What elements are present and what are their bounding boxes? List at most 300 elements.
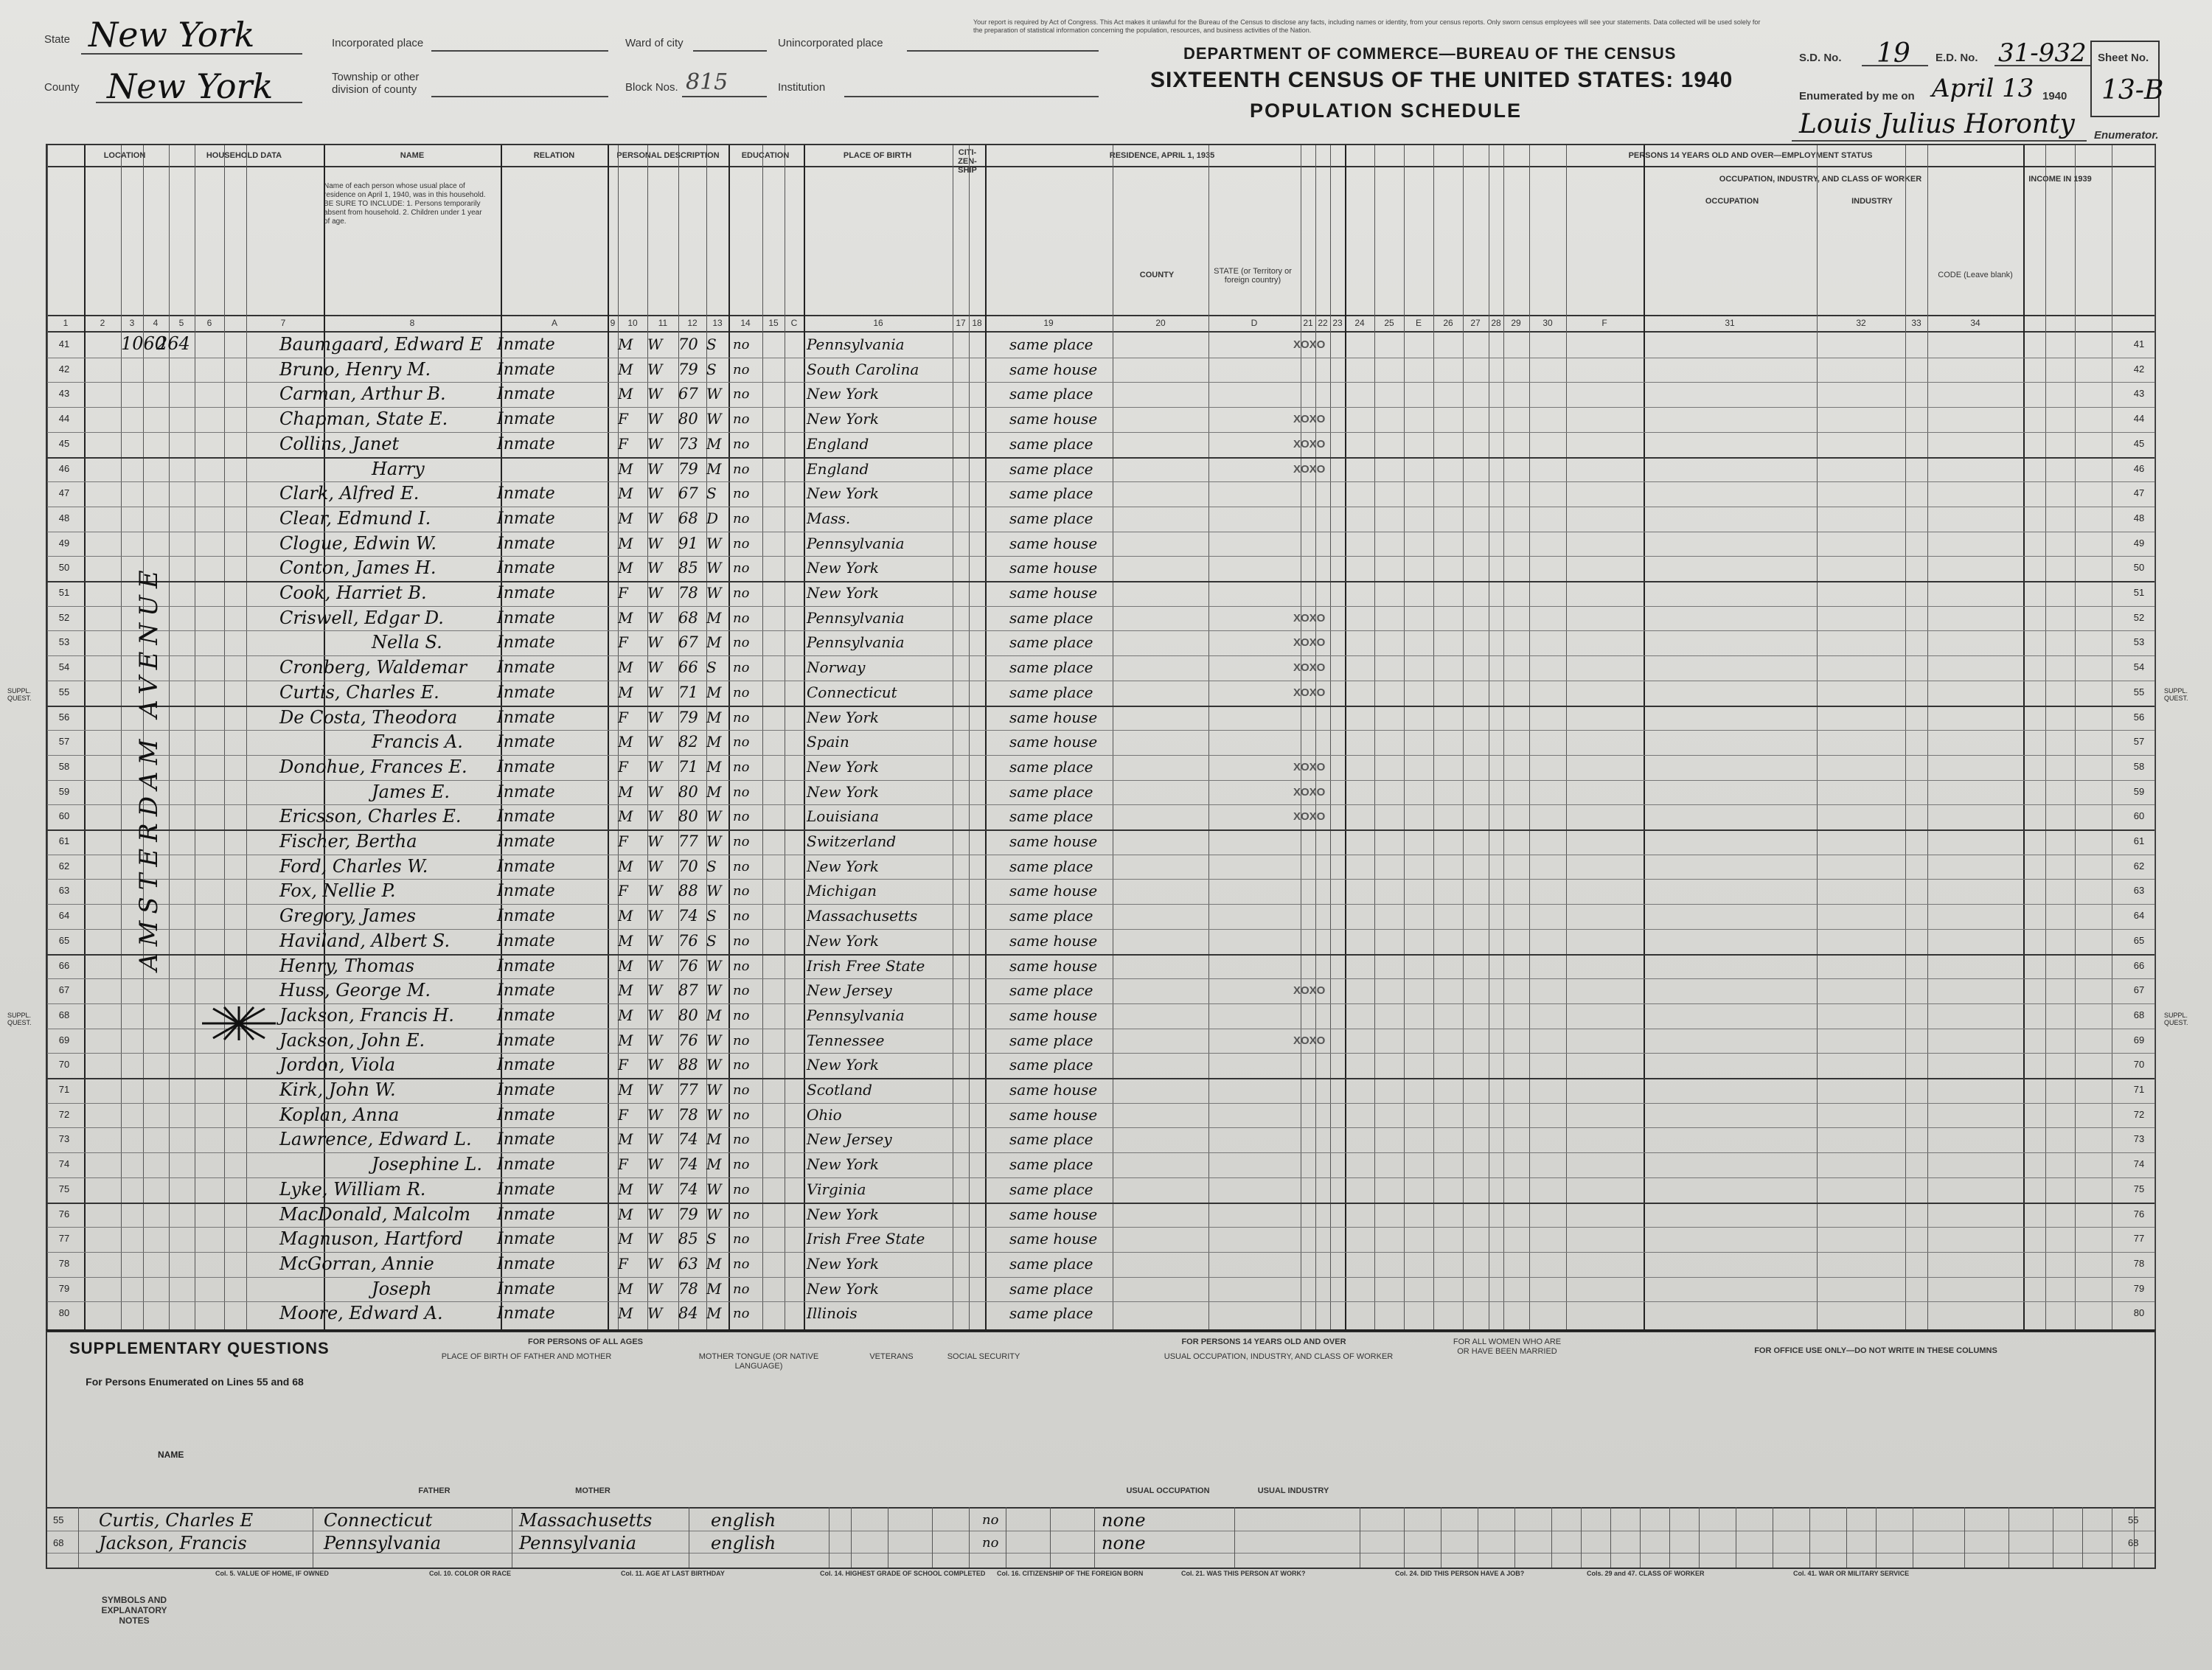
- supp-column-line: [1234, 1507, 1235, 1568]
- person-name: Chapman, State E.: [279, 408, 448, 430]
- birthplace: Pennsylvania: [807, 633, 905, 652]
- supp-column-line: [829, 1507, 830, 1568]
- race: W: [647, 733, 663, 751]
- sex: M: [618, 658, 633, 677]
- line-number: 58: [58, 760, 70, 772]
- age: 71: [678, 757, 698, 776]
- line-number: 47: [58, 487, 70, 499]
- supp-line-number-right: 55: [2128, 1514, 2139, 1525]
- line-number: 68: [58, 1009, 70, 1020]
- line-number: 73: [58, 1133, 70, 1145]
- table-row: [47, 581, 2154, 605]
- relation: Inmate: [497, 882, 555, 901]
- county-label: County: [44, 81, 80, 94]
- marital-status: S: [706, 857, 717, 875]
- street-name: AMSTERDAM AVENUE: [134, 563, 164, 971]
- school-attendance: no: [733, 1281, 750, 1297]
- sex: F: [618, 584, 628, 602]
- residence-1935: same place: [1009, 981, 1093, 1000]
- person-name: Ford, Charles W.: [279, 855, 428, 877]
- marital-status: M: [706, 608, 722, 627]
- line-number: 45: [2133, 437, 2145, 449]
- sex: M: [618, 1180, 633, 1198]
- sex: F: [618, 1056, 628, 1074]
- xoxo-mark: XOXO: [1293, 661, 1326, 675]
- table-row: [47, 879, 2154, 903]
- supp-father-birthplace: Connecticut: [324, 1510, 433, 1531]
- marital-status: M: [706, 1304, 722, 1323]
- person-name: Fox, Nellie P.: [279, 880, 396, 902]
- line-number: 42: [2133, 363, 2145, 375]
- race: W: [647, 608, 663, 627]
- supp-column-line: [1581, 1507, 1582, 1568]
- supp-women-header: FOR ALL WOMEN WHO ARE OR HAVE BEEN MARRIED: [1453, 1337, 1562, 1356]
- column-number: D: [1251, 318, 1258, 328]
- line-number: 66: [58, 959, 70, 971]
- visitation-number: 264: [156, 333, 190, 354]
- birthplace: Ohio: [807, 1105, 842, 1124]
- relation: Inmate: [497, 733, 555, 752]
- line-number: 65: [2133, 934, 2145, 946]
- ward-label: Ward of city: [625, 37, 684, 49]
- school-attendance: no: [733, 1107, 750, 1123]
- residence-1935: same house: [1009, 534, 1098, 552]
- school-attendance: no: [733, 1082, 750, 1098]
- line-number: 53: [58, 636, 70, 648]
- supp-mother-birthplace: Pennsylvania: [519, 1533, 637, 1554]
- enumerated-date: April 13: [1932, 74, 2034, 103]
- person-name: Kirk, John W.: [279, 1079, 396, 1100]
- relation: Inmate: [497, 1081, 555, 1099]
- age: 91: [678, 534, 698, 552]
- person-name: Fischer, Bertha: [279, 831, 417, 852]
- line-number: 64: [2133, 910, 2145, 922]
- birthplace: South Carolina: [807, 360, 919, 378]
- age: 68: [678, 608, 698, 627]
- xoxo-mark: XOXO: [1293, 437, 1326, 450]
- marital-status: S: [706, 931, 717, 950]
- residence-1935: same place: [1009, 459, 1093, 478]
- residence-1935: same place: [1009, 1155, 1093, 1174]
- sex: M: [618, 335, 633, 353]
- marital-status: W: [706, 584, 722, 602]
- person-name: McGorran, Annie: [279, 1253, 434, 1274]
- race: W: [647, 1056, 663, 1074]
- age: 70: [678, 857, 698, 875]
- marital-status: W: [706, 1081, 722, 1099]
- line-number: 71: [58, 1084, 70, 1095]
- line-number: 70: [58, 1059, 70, 1071]
- table-row: [47, 978, 2154, 1003]
- person-name: James E.: [372, 781, 450, 802]
- relation: Inmate: [497, 1180, 555, 1199]
- table-row: [47, 382, 2154, 406]
- line-number: 65: [58, 934, 70, 946]
- table-row: [47, 358, 2154, 382]
- race: W: [647, 1230, 663, 1248]
- sex: M: [618, 534, 633, 552]
- marital-status: S: [706, 658, 717, 677]
- residence-1935: same place: [1009, 509, 1093, 527]
- line-number: 52: [58, 611, 70, 623]
- person-name: Criswell, Edgar D.: [279, 607, 444, 628]
- table-row: [47, 1277, 2154, 1301]
- line-number: 72: [58, 1108, 70, 1120]
- birthplace: Scotland: [807, 1081, 872, 1099]
- supp-column-line: [1610, 1507, 1611, 1568]
- line-number: 69: [58, 1034, 70, 1046]
- birthplace: New Jersey: [807, 1130, 892, 1149]
- marital-status: M: [706, 1006, 722, 1024]
- person-name: Clark, Alfred E.: [279, 483, 420, 504]
- race: W: [647, 434, 663, 453]
- enumerator-label: Enumerator.: [2094, 129, 2159, 142]
- marital-status: S: [706, 1230, 717, 1248]
- age: 66: [678, 658, 698, 677]
- person-name: Collins, Janet: [279, 433, 400, 454]
- column-number: 17: [956, 318, 966, 328]
- school-attendance: no: [733, 660, 750, 676]
- table-row: [47, 755, 2154, 779]
- age: 74: [678, 1130, 698, 1149]
- block-label: Block Nos.: [625, 81, 678, 94]
- school-attendance: no: [733, 1181, 750, 1197]
- age: 79: [678, 1205, 698, 1223]
- residence-1935: same place: [1009, 434, 1093, 453]
- person-name: Curtis, Charles E.: [279, 681, 439, 703]
- name-instructions: Name of each person whose usual place of residence on April 1, 1940, was in this household. BE SURE TO INCLUDE: 1. Persons temporarily absent from household. 2. Children under 1 year of age.: [324, 182, 486, 226]
- supp-usual-occupation: none: [1102, 1533, 1146, 1554]
- person-name: Jordon, Viola: [279, 1054, 396, 1076]
- column-number: 14: [740, 318, 751, 328]
- column-number: 21: [1303, 318, 1313, 328]
- supp-mother-tongue: english: [711, 1510, 776, 1531]
- sd-label: S.D. No.: [1799, 52, 1842, 64]
- age: 77: [678, 1081, 698, 1099]
- person-name: Cronberg, Waldemar: [279, 657, 467, 678]
- col-county: COUNTY: [1139, 271, 1175, 279]
- marital-status: M: [706, 434, 722, 453]
- school-attendance: no: [733, 337, 750, 352]
- age: 74: [678, 1155, 698, 1174]
- line-number: 76: [2133, 1208, 2145, 1220]
- residence-1935: same place: [1009, 683, 1093, 701]
- relation: Inmate: [497, 931, 555, 950]
- table-row: [47, 1103, 2154, 1127]
- legal-notice: Your report is required by Act of Congress. This Act makes it unlawful for the Bureau of the Census to disclose any facts, including names or identity, from your census reports. Only sworn census employees will see your statements. Data collected will be used solely for the preparation of statistical information concerning the population, resources, and business activities of the Nation.: [973, 18, 1761, 34]
- column-number: 24: [1354, 318, 1365, 328]
- residence-1935: same house: [1009, 559, 1098, 577]
- supp-column-line: [851, 1507, 852, 1568]
- relation: Inmate: [497, 658, 555, 678]
- marital-status: W: [706, 1031, 722, 1049]
- table-row: [47, 706, 2154, 730]
- marital-status: M: [706, 1254, 722, 1273]
- sex: M: [618, 1006, 633, 1024]
- relation: Inmate: [497, 907, 555, 926]
- sex: M: [618, 733, 633, 751]
- race: W: [647, 931, 663, 950]
- birthplace: Pennsylvania: [807, 1006, 905, 1024]
- county-value: New York: [107, 66, 274, 106]
- unincorporated-place-label: Unincorporated place: [778, 37, 883, 49]
- race: W: [647, 1105, 663, 1124]
- group-employment: PERSONS 14 YEARS OLD AND OVER—EMPLOYMENT STATUS: [1628, 151, 1873, 160]
- person-name: Josephine L.: [372, 1154, 482, 1175]
- residence-1935: same place: [1009, 1279, 1093, 1298]
- supp-ss-header: SOCIAL SECURITY: [947, 1352, 1020, 1361]
- line-number: 45: [58, 437, 70, 449]
- line-number: 77: [2133, 1233, 2145, 1245]
- relation: Inmate: [497, 1130, 555, 1149]
- table-row: [47, 532, 2154, 556]
- race: W: [647, 509, 663, 527]
- column-number: E: [1415, 318, 1422, 328]
- supp-column-line: [1404, 1507, 1405, 1568]
- relation: Inmate: [497, 559, 555, 578]
- table-row: [47, 655, 2154, 680]
- relation: Inmate: [497, 360, 555, 379]
- supp-column-line: [932, 1507, 933, 1568]
- institution-label: Institution: [778, 81, 826, 94]
- sd-value: 19: [1877, 38, 1910, 69]
- school-attendance: no: [733, 411, 750, 428]
- school-attendance: no: [733, 1306, 750, 1322]
- race: W: [647, 459, 663, 478]
- column-number: 23: [1332, 318, 1343, 328]
- residence-1935: same house: [1009, 1105, 1098, 1124]
- xoxo-mark: XOXO: [1293, 413, 1326, 426]
- supp-subtitle: For Persons Enumerated on Lines 55 and 68: [86, 1376, 304, 1388]
- person-name: MacDonald, Malcolm: [279, 1203, 470, 1225]
- race: W: [647, 1254, 663, 1273]
- table-row: [47, 1053, 2154, 1077]
- column-number: 32: [1856, 318, 1866, 328]
- line-number: 75: [2133, 1183, 2145, 1194]
- school-attendance: no: [733, 759, 750, 775]
- sex: M: [618, 1031, 633, 1049]
- school-attendance: no: [733, 734, 750, 751]
- line-number: 59: [2133, 785, 2145, 797]
- footer-note-heading: Col. 14. HIGHEST GRADE OF SCHOOL COMPLETED: [820, 1570, 986, 1577]
- column-number: 5: [178, 318, 184, 328]
- line-number: 78: [58, 1257, 70, 1269]
- col-code: CODE (Leave blank): [1938, 271, 2013, 279]
- line-number: 72: [2133, 1108, 2145, 1120]
- column-number: 26: [1443, 318, 1453, 328]
- xoxo-mark: XOXO: [1293, 785, 1326, 799]
- column-number: 10: [627, 318, 638, 328]
- school-attendance: no: [733, 386, 750, 403]
- sex: M: [618, 360, 633, 378]
- supp-mother-tongue: english: [711, 1533, 776, 1554]
- relation: Inmate: [497, 981, 555, 1001]
- age: 68: [678, 509, 698, 527]
- person-name: Lyke, William R.: [279, 1178, 426, 1200]
- birthplace: Irish Free State: [807, 1230, 925, 1248]
- asterisk-mark-icon: [198, 1005, 279, 1042]
- xoxo-mark: XOXO: [1293, 338, 1326, 351]
- supp-14-header: FOR PERSONS 14 YEARS OLD AND OVER: [1181, 1337, 1346, 1346]
- race: W: [647, 981, 663, 1000]
- line-number: 49: [58, 537, 70, 549]
- school-attendance: no: [733, 709, 750, 726]
- sex: M: [618, 782, 633, 801]
- school-attendance: no: [733, 361, 750, 378]
- xoxo-mark: XOXO: [1293, 636, 1326, 650]
- group-occupation: OCCUPATION, INDUSTRY, AND CLASS OF WORKER: [1719, 175, 1922, 184]
- table-row: [47, 333, 2154, 357]
- line-number: 61: [2133, 835, 2145, 846]
- table-row: [47, 407, 2154, 431]
- relation: Inmate: [497, 608, 555, 627]
- supp-column-line: [1964, 1507, 1965, 1568]
- school-attendance: no: [733, 486, 750, 502]
- table-row: [47, 1003, 2154, 1028]
- line-number: 41: [2133, 338, 2145, 349]
- birthplace: New York: [807, 782, 879, 801]
- birthplace: New York: [807, 385, 879, 403]
- column-number: 25: [1384, 318, 1394, 328]
- supp-father-birthplace: Pennsylvania: [324, 1533, 442, 1554]
- column-number: 30: [1543, 318, 1553, 328]
- residence-1935: same house: [1009, 360, 1098, 378]
- residence-1935: same house: [1009, 410, 1098, 428]
- footer-note-heading: Col. 24. DID THIS PERSON HAVE A JOB?: [1395, 1570, 1525, 1577]
- line-number: 56: [58, 711, 70, 723]
- table-row: [47, 1301, 2154, 1326]
- residence-1935: same house: [1009, 1205, 1098, 1223]
- xoxo-mark: XOXO: [1293, 810, 1326, 824]
- column-number: 16: [873, 318, 883, 328]
- relation: Inmate: [497, 1006, 555, 1025]
- relation: Inmate: [497, 1279, 555, 1298]
- footer-note-heading: Col. 21. WAS THIS PERSON AT WORK?: [1181, 1570, 1306, 1577]
- person-name: Harry: [372, 458, 425, 479]
- relation: Inmate: [497, 1031, 555, 1050]
- marital-status: W: [706, 956, 722, 975]
- sex: M: [618, 931, 633, 950]
- line-number: 67: [2133, 984, 2145, 996]
- line-number: 69: [2133, 1034, 2145, 1046]
- age: 70: [678, 335, 698, 353]
- xoxo-mark: XOXO: [1293, 1034, 1326, 1047]
- ed-value: 31-932: [1998, 38, 2087, 68]
- footer-note-heading: Col. 11. AGE AT LAST BIRTHDAY: [621, 1570, 725, 1577]
- supplementary-questions: [46, 1329, 2156, 1569]
- birthplace: New York: [807, 757, 879, 776]
- race: W: [647, 385, 663, 403]
- person-name: Koplan, Anna: [279, 1104, 400, 1125]
- group-birthplace: PLACE OF BIRTH: [843, 151, 912, 160]
- age: 85: [678, 1230, 698, 1248]
- footer-note-heading: Col. 16. CITIZENSHIP OF THE FOREIGN BORN: [997, 1570, 1144, 1577]
- supp-office-header: FOR OFFICE USE ONLY—DO NOT WRITE IN THESE COLUMNS: [1754, 1346, 1997, 1355]
- line-number: 55: [2133, 686, 2145, 697]
- age: 88: [678, 882, 698, 900]
- relation: Inmate: [497, 782, 555, 801]
- sex: F: [618, 1155, 628, 1174]
- supp-social-security: no: [982, 1535, 999, 1551]
- school-attendance: no: [733, 809, 750, 825]
- race: W: [647, 757, 663, 776]
- supp-line-number: 68: [53, 1537, 64, 1548]
- person-name: Joseph: [372, 1278, 432, 1299]
- age: 85: [678, 559, 698, 577]
- residence-1935: same place: [1009, 807, 1093, 826]
- age: 74: [678, 907, 698, 925]
- relation: Inmate: [497, 1105, 555, 1124]
- relation: Inmate: [497, 857, 555, 876]
- line-number: 68: [2133, 1009, 2145, 1020]
- supp-person-name: Curtis, Charles E: [99, 1510, 254, 1531]
- marital-status: S: [706, 484, 717, 503]
- group-name: NAME: [400, 151, 425, 160]
- birthplace: Louisiana: [807, 807, 879, 826]
- sex: M: [618, 907, 633, 925]
- relation: Inmate: [497, 956, 555, 975]
- supp-column-line: [969, 1507, 970, 1568]
- marital-status: M: [706, 459, 722, 478]
- relation: Inmate: [497, 484, 555, 504]
- table-row: [47, 681, 2154, 705]
- birthplace: New York: [807, 857, 879, 875]
- school-attendance: no: [733, 461, 750, 477]
- race: W: [647, 559, 663, 577]
- race: W: [647, 1180, 663, 1198]
- school-attendance: no: [733, 834, 750, 849]
- person-name: Bruno, Henry M.: [279, 358, 431, 380]
- person-name: Nella S.: [372, 632, 442, 653]
- group-personal: PERSONAL DESCRIPTION: [616, 151, 720, 160]
- line-number: 61: [58, 835, 70, 846]
- line-number: 48: [2133, 512, 2145, 523]
- group-household: HOUSEHOLD DATA: [206, 151, 282, 160]
- table-row: [47, 1152, 2154, 1177]
- supp-tongue-header: MOTHER TONGUE (OR NATIVE LANGUAGE): [698, 1352, 819, 1371]
- col-industry: INDUSTRY: [1851, 197, 1893, 206]
- birthplace: Pennsylvania: [807, 534, 905, 552]
- supp-column-line: [1809, 1507, 1810, 1568]
- age: 80: [678, 1006, 698, 1024]
- marital-status: W: [706, 1056, 722, 1074]
- age: 79: [678, 708, 698, 726]
- age: 71: [678, 683, 698, 701]
- birthplace: New York: [807, 584, 879, 602]
- residence-1935: same place: [1009, 1130, 1093, 1149]
- person-name: Donohue, Frances E.: [279, 756, 467, 777]
- group-residence: RESIDENCE, APRIL 1, 1935: [1109, 151, 1215, 160]
- marital-status: W: [706, 410, 722, 428]
- race: W: [647, 782, 663, 801]
- school-attendance: no: [733, 883, 750, 900]
- residence-1935: same house: [1009, 1230, 1098, 1248]
- sex: M: [618, 1130, 633, 1149]
- school-attendance: no: [733, 908, 750, 925]
- person-name: De Costa, Theodora: [279, 706, 458, 728]
- column-number: 4: [153, 318, 159, 328]
- state-value: New York: [88, 15, 255, 55]
- line-number: 50: [58, 562, 70, 574]
- supp-birth-header: PLACE OF BIRTH OF FATHER AND MOTHER: [441, 1352, 612, 1361]
- school-attendance: no: [733, 983, 750, 999]
- school-attendance: no: [733, 610, 750, 626]
- column-number: 7: [280, 318, 286, 328]
- residence-1935: same place: [1009, 1304, 1093, 1323]
- school-attendance: no: [733, 1032, 750, 1048]
- marital-status: M: [706, 733, 722, 751]
- supp-social-security: no: [982, 1512, 999, 1528]
